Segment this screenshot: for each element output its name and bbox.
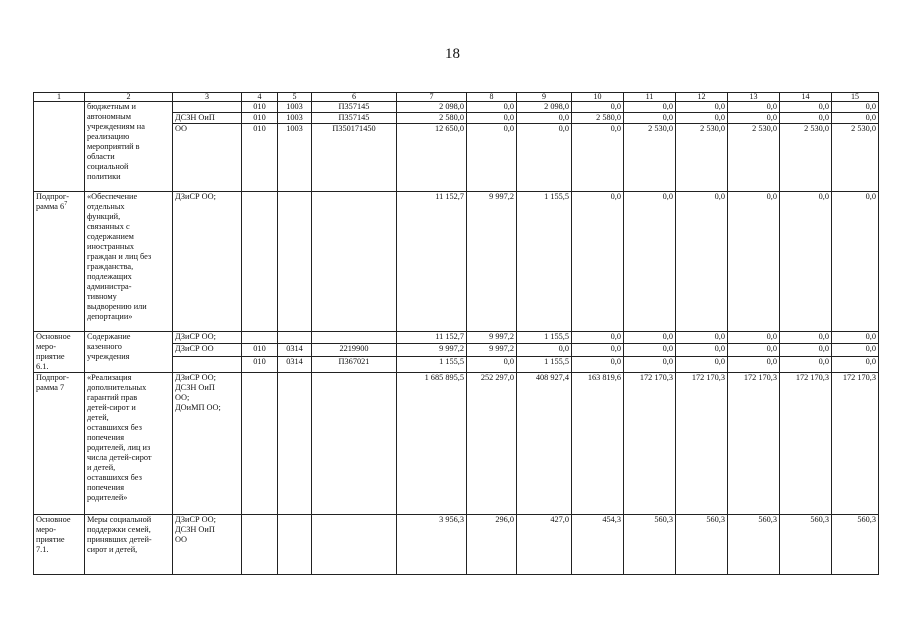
header-row bbox=[34, 93, 879, 102]
value-cell: 0,0 bbox=[780, 356, 832, 372]
row-title-cell bbox=[34, 102, 85, 192]
value-cell: 2 580,0 bbox=[572, 113, 624, 124]
measure-name: Содержание казенного учреждения bbox=[85, 332, 173, 373]
value-cell: 2 530,0 bbox=[624, 124, 676, 192]
col-header: 3 bbox=[173, 93, 242, 102]
col-header: 14 bbox=[780, 93, 832, 102]
value-cell: 252 297,0 bbox=[467, 373, 517, 515]
measure-name: бюджетным и автономным учреждениям на реализацию мероприятий в области социальной политики bbox=[85, 102, 173, 192]
page-number: 18 bbox=[445, 46, 460, 62]
value-cell: 0,0 bbox=[624, 102, 676, 113]
value-cell: 12 650,0 bbox=[397, 124, 467, 192]
value-cell: 2 098,0 bbox=[517, 102, 572, 113]
row-title-cell: Подпрог- рамма 7 bbox=[34, 373, 85, 515]
value-cell: 172 170,3 bbox=[832, 373, 879, 515]
value-cell: 11 152,7 bbox=[397, 332, 467, 344]
value-cell: 172 170,3 bbox=[780, 373, 832, 515]
value-cell: 2 530,0 bbox=[728, 124, 780, 192]
table-row bbox=[34, 192, 879, 332]
value-cell: 560,3 bbox=[676, 515, 728, 575]
value-cell: 0,0 bbox=[728, 332, 780, 344]
col-header: 10 bbox=[572, 93, 624, 102]
executor-cell bbox=[173, 102, 242, 113]
code-cell bbox=[242, 332, 278, 344]
value-cell: 0,0 bbox=[676, 343, 728, 356]
code-cell bbox=[278, 332, 312, 344]
value-cell: 0,0 bbox=[572, 102, 624, 113]
value-cell: 0,0 bbox=[624, 113, 676, 124]
value-cell: 0,0 bbox=[728, 102, 780, 113]
value-cell: 2 530,0 bbox=[832, 124, 879, 192]
code-cell: 2219900 bbox=[312, 343, 397, 356]
value-cell: 9 997,2 bbox=[467, 192, 517, 332]
code-cell bbox=[278, 192, 312, 332]
code-cell: 010 bbox=[242, 124, 278, 192]
value-cell: 0,0 bbox=[780, 113, 832, 124]
code-cell: П357145 bbox=[312, 113, 397, 124]
value-cell: 172 170,3 bbox=[624, 373, 676, 515]
code-cell: П367021 bbox=[312, 356, 397, 372]
executor-cell: ДЗиСР ОО; bbox=[173, 332, 242, 344]
col-header: 7 bbox=[397, 93, 467, 102]
value-cell: 0,0 bbox=[780, 332, 832, 344]
col-header: 5 bbox=[278, 93, 312, 102]
value-cell: 0,0 bbox=[780, 192, 832, 332]
code-cell bbox=[242, 515, 278, 575]
value-cell: 0,0 bbox=[467, 356, 517, 372]
subprogram-title: Подпрог- рамма 6 bbox=[36, 192, 70, 211]
code-cell bbox=[312, 192, 397, 332]
value-cell: 0,0 bbox=[624, 192, 676, 332]
code-cell: 010 bbox=[242, 343, 278, 356]
code-cell: 010 bbox=[242, 102, 278, 113]
value-cell: 0,0 bbox=[517, 113, 572, 124]
value-cell: 560,3 bbox=[624, 515, 676, 575]
code-cell bbox=[312, 515, 397, 575]
value-cell: 0,0 bbox=[676, 332, 728, 344]
value-cell: 1 685 895,5 bbox=[397, 373, 467, 515]
value-cell: 0,0 bbox=[572, 124, 624, 192]
value-cell: 0,0 bbox=[517, 124, 572, 192]
value-cell: 9 997,2 bbox=[397, 343, 467, 356]
col-header: 9 bbox=[517, 93, 572, 102]
value-cell: 427,0 bbox=[517, 515, 572, 575]
col-header: 15 bbox=[832, 93, 879, 102]
value-cell: 0,0 bbox=[728, 192, 780, 332]
value-cell: 408 927,4 bbox=[517, 373, 572, 515]
value-cell: 0,0 bbox=[676, 192, 728, 332]
value-cell: 0,0 bbox=[624, 332, 676, 344]
col-header: 4 bbox=[242, 93, 278, 102]
value-cell: 454,3 bbox=[572, 515, 624, 575]
value-cell: 0,0 bbox=[572, 192, 624, 332]
code-cell: 0314 bbox=[278, 343, 312, 356]
table-row bbox=[34, 373, 879, 515]
table-row bbox=[34, 515, 879, 575]
code-cell bbox=[278, 515, 312, 575]
value-cell: 1 155,5 bbox=[517, 192, 572, 332]
value-cell: 163 819,6 bbox=[572, 373, 624, 515]
table-row bbox=[34, 332, 879, 344]
value-cell: 2 530,0 bbox=[676, 124, 728, 192]
value-cell: 0,0 bbox=[728, 356, 780, 372]
value-cell: 0,0 bbox=[780, 102, 832, 113]
col-header: 13 bbox=[728, 93, 780, 102]
code-cell: 1003 bbox=[278, 124, 312, 192]
code-cell: 0314 bbox=[278, 356, 312, 372]
executor-cell: ДСЗН ОиП bbox=[173, 113, 242, 124]
value-cell: 0,0 bbox=[728, 113, 780, 124]
value-cell: 0,0 bbox=[832, 113, 879, 124]
code-cell bbox=[242, 192, 278, 332]
footnote-mark: 7 bbox=[64, 201, 68, 208]
measure-name: Меры социальной поддержки семей, принявших детей- сирот и детей, bbox=[85, 515, 173, 575]
value-cell: 560,3 bbox=[780, 515, 832, 575]
value-cell: 0,0 bbox=[517, 343, 572, 356]
value-cell: 1 155,5 bbox=[397, 356, 467, 372]
row-title-cell bbox=[34, 192, 85, 332]
value-cell: 172 170,3 bbox=[728, 373, 780, 515]
value-cell: 11 152,7 bbox=[397, 192, 467, 332]
value-cell: 0,0 bbox=[676, 102, 728, 113]
code-cell: 1003 bbox=[278, 113, 312, 124]
value-cell: 0,0 bbox=[832, 102, 879, 113]
executor-cell: ДЗиСР ОО; bbox=[173, 192, 242, 332]
value-cell: 1 155,5 bbox=[517, 356, 572, 372]
col-header: 6 bbox=[312, 93, 397, 102]
executor-cell: ДЗиСР ОО; ДСЗН ОиП ОО bbox=[173, 515, 242, 575]
value-cell: 9 997,2 bbox=[467, 343, 517, 356]
col-header: 11 bbox=[624, 93, 676, 102]
value-cell: 2 530,0 bbox=[780, 124, 832, 192]
value-cell: 9 997,2 bbox=[467, 332, 517, 344]
code-cell bbox=[242, 373, 278, 515]
value-cell: 2 098,0 bbox=[397, 102, 467, 113]
value-cell: 0,0 bbox=[467, 124, 517, 192]
col-header: 12 bbox=[676, 93, 728, 102]
col-header: 8 bbox=[467, 93, 517, 102]
value-cell: 3 956,3 bbox=[397, 515, 467, 575]
value-cell: 560,3 bbox=[728, 515, 780, 575]
row-title-cell: Основное меро- приятие 7.1. bbox=[34, 515, 85, 575]
value-cell: 2 580,0 bbox=[397, 113, 467, 124]
value-cell: 0,0 bbox=[832, 356, 879, 372]
code-cell bbox=[312, 332, 397, 344]
table-row bbox=[34, 102, 879, 113]
executor-cell: ДЗиСР ОО bbox=[173, 343, 242, 356]
value-cell: 0,0 bbox=[780, 343, 832, 356]
value-cell: 0,0 bbox=[572, 356, 624, 372]
value-cell: 0,0 bbox=[624, 343, 676, 356]
budget-table bbox=[33, 92, 879, 575]
col-header: 1 bbox=[34, 93, 85, 102]
value-cell: 1 155,5 bbox=[517, 332, 572, 344]
code-cell: 010 bbox=[242, 356, 278, 372]
row-title-cell: Основное меро- приятие 6.1. bbox=[34, 332, 85, 373]
value-cell: 0,0 bbox=[676, 113, 728, 124]
value-cell: 0,0 bbox=[572, 332, 624, 344]
value-cell: 0,0 bbox=[676, 356, 728, 372]
measure-name: «Реализация дополнительных гарантий прав детей-сирот и детей, оставшихся без попечения родителей, лиц из числа детей-сирот и детей, оставшихся без попечения родителей» bbox=[85, 373, 173, 515]
code-cell bbox=[278, 373, 312, 515]
col-header: 2 bbox=[85, 93, 173, 102]
value-cell: 0,0 bbox=[624, 356, 676, 372]
value-cell: 0,0 bbox=[467, 113, 517, 124]
value-cell: 0,0 bbox=[832, 332, 879, 344]
value-cell: 172 170,3 bbox=[676, 373, 728, 515]
value-cell: 560,3 bbox=[832, 515, 879, 575]
executor-cell bbox=[173, 356, 242, 372]
code-cell: 010 bbox=[242, 113, 278, 124]
value-cell: 0,0 bbox=[832, 343, 879, 356]
value-cell: 296,0 bbox=[467, 515, 517, 575]
code-cell: 1003 bbox=[278, 102, 312, 113]
executor-cell: ОО bbox=[173, 124, 242, 192]
executor-cell: ДЗиСР ОО; ДСЗН ОиП ОО; ДОиМП ОО; bbox=[173, 373, 242, 515]
value-cell: 0,0 bbox=[832, 192, 879, 332]
code-cell: П350171450 bbox=[312, 124, 397, 192]
code-cell: П357145 bbox=[312, 102, 397, 113]
measure-name: «Обеспечение отдельных функций, связанных с содержанием иностранных граждан и лиц без гражданства, подлежащих администра- тивному выдворению или депортации» bbox=[85, 192, 173, 332]
value-cell: 0,0 bbox=[572, 343, 624, 356]
value-cell: 0,0 bbox=[728, 343, 780, 356]
code-cell bbox=[312, 373, 397, 515]
value-cell: 0,0 bbox=[467, 102, 517, 113]
